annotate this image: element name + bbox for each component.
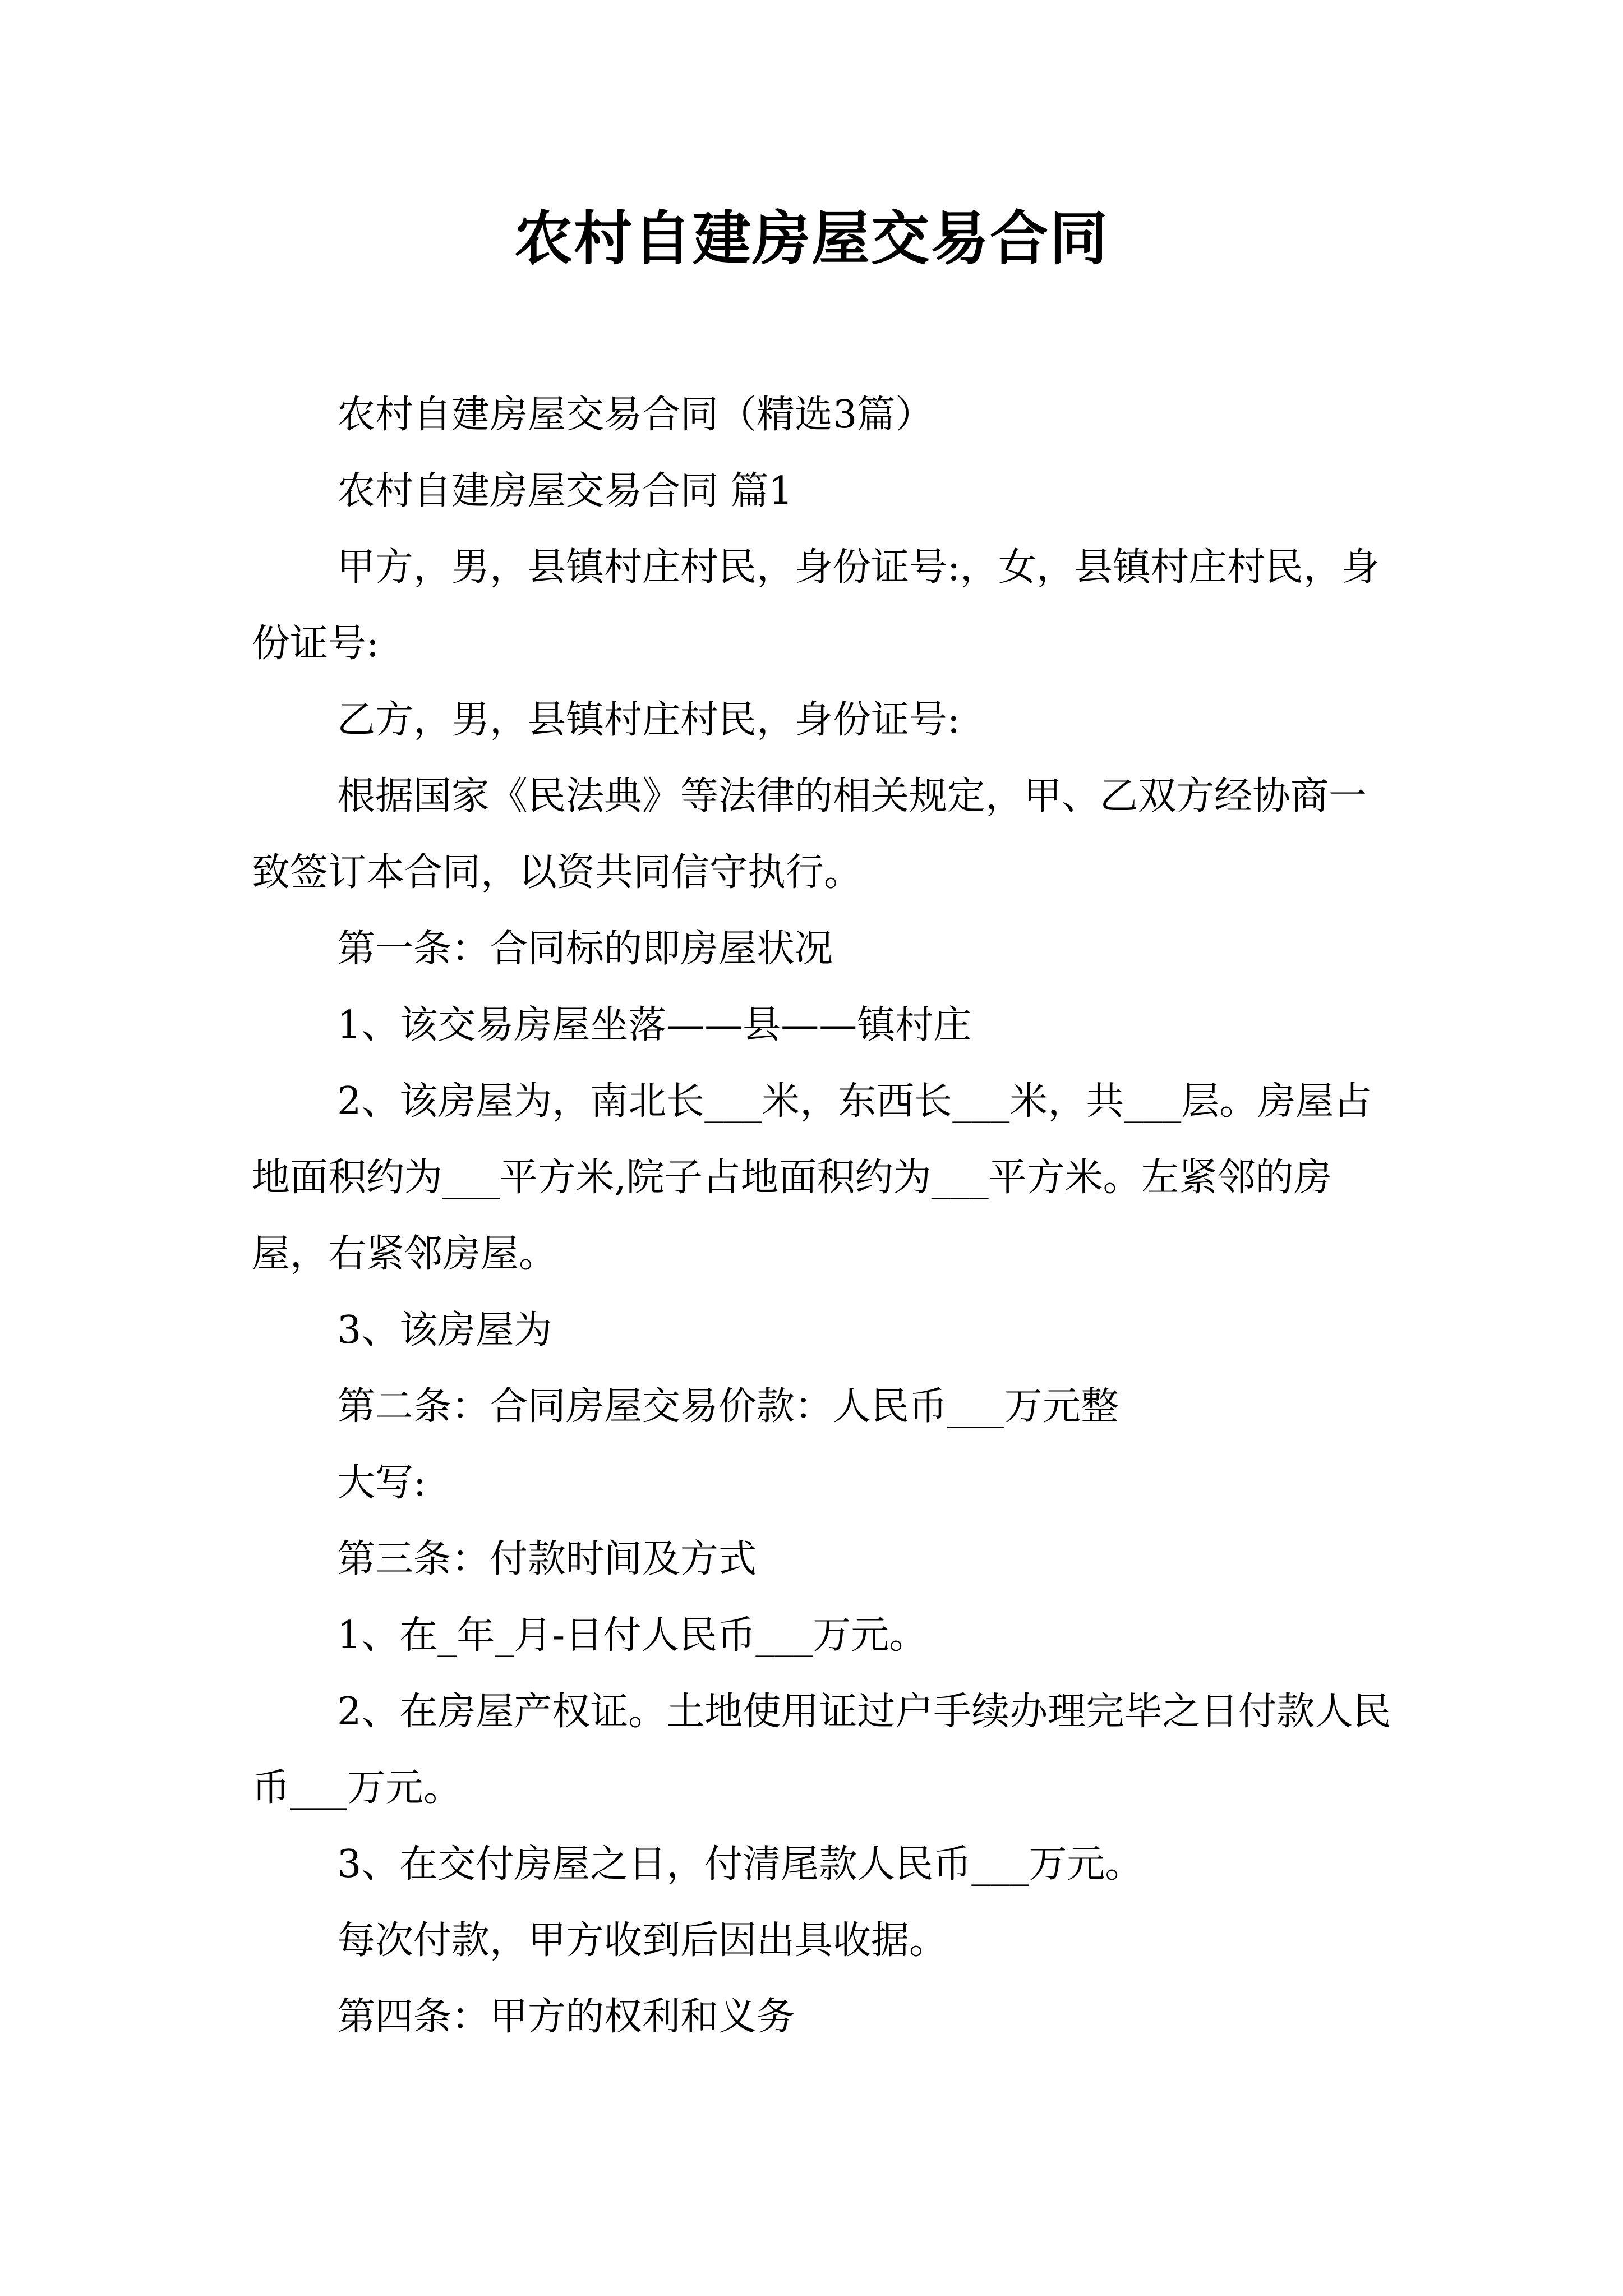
- paragraph: 甲方，男，县镇村庄村民，身份证号:，女，县镇村庄村民，身份证号:: [252, 545, 1380, 666]
- paragraph: 第一条：合同标的即房屋状况: [337, 927, 833, 971]
- paragraph: 3、在交付房屋之日，付清尾款人民币___万元。: [337, 1842, 1144, 1887]
- document-body: [252, 377, 1396, 2055]
- paragraph: 3、该房屋为: [337, 1308, 552, 1352]
- document-title: 农村自建房屋交易合同: [514, 204, 1109, 273]
- paragraph: 大写:: [337, 1461, 426, 1505]
- paragraph: 2、在房屋产权证。土地使用证过户手续办理完毕之日付款人民币___万元。: [252, 1690, 1391, 1810]
- paragraph: 1、该交易房屋坐落——县——镇村庄: [337, 1003, 972, 1047]
- paragraph: 农村自建房屋交易合同（精选3篇）: [337, 393, 934, 437]
- paragraph: 1、在_年_月-日付人民币___万元。: [337, 1613, 928, 1658]
- paragraph: 第三条：付款时间及方式: [337, 1537, 757, 1581]
- paragraph: 每次付款，甲方收到后因出具收据。: [337, 1918, 948, 1963]
- paragraph: 第二条：合同房屋交易价款：人民币___万元整: [337, 1384, 1119, 1429]
- paragraph: 乙方，男，县镇村庄村民，身份证号:: [337, 698, 960, 742]
- paragraph: 第四条：甲方的权利和义务: [337, 1995, 795, 2039]
- paragraph: 2、该房屋为，南北长___米，东西长___米，共___层。房屋占地面积约为___平方米,院子占地面积约为___平方米。左紧邻的房屋，右紧邻房屋。: [252, 1079, 1372, 1276]
- paragraph: 农村自建房屋交易合同 篇1: [337, 469, 793, 513]
- paragraph: 根据国家《民法典》等法律的相关规定，甲、乙双方经协商一致签订本合同，以资共同信守执行。: [252, 774, 1367, 895]
